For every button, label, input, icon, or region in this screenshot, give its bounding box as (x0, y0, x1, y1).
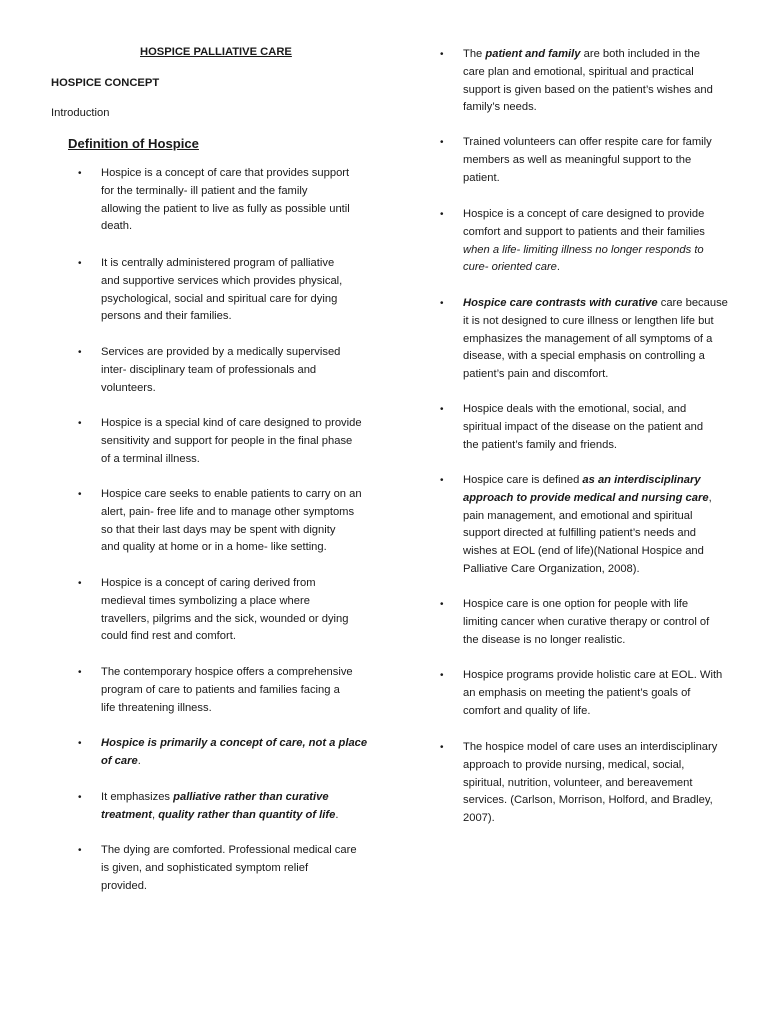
bullet-line: Hospice deals with the emotional, social, and (463, 403, 687, 415)
bullet-line: death. (101, 220, 133, 233)
bullet-line: The hospice model of care uses an interdisciplinary (463, 741, 718, 753)
bullet-text (101, 486, 362, 557)
bullet-line: 2007). (463, 812, 495, 825)
bullet-text (101, 575, 349, 646)
bullet-glyph: • (440, 475, 444, 486)
bullet-text (463, 596, 709, 649)
bullet-text (101, 255, 342, 326)
bullet-line: services. (Carlson, Morrison, Holford, and Bradley, (463, 794, 713, 807)
section-heading: HOSPICE CONCEPT (51, 77, 160, 89)
definition-heading: Definition of Hospice (68, 136, 199, 151)
bullet-text (463, 134, 712, 187)
bullet-line: approach to provide nursing, medical, social, (463, 758, 685, 771)
bullet-glyph: • (78, 578, 82, 589)
bullet-text (463, 739, 717, 828)
bullet-glyph: • (78, 258, 82, 269)
bullet-line: and supportive services which provides physical, (101, 274, 343, 287)
bullet-line: Hospice care seeks to enable patients to carry on an (101, 488, 362, 500)
bullet-line: Hospice programs provide holistic care at EOL. With (463, 669, 723, 681)
bullet-line: Trained volunteers can offer respite care for family (463, 136, 712, 148)
bullet-line: Hospice is a concept of care designed to provide (463, 208, 705, 220)
bullet-line: of care. (101, 754, 141, 767)
bullet-glyph: • (440, 49, 444, 60)
bullet-text (101, 842, 357, 895)
bullet-line: disease, with a special emphasis on controlling a (463, 350, 705, 363)
bullet-line: spiritual, nutrition, volunteer, and bereavement (463, 776, 693, 789)
bullet-line: patient. (463, 171, 500, 184)
bullet-line: family’s needs. (463, 101, 537, 114)
bullet-line: Services are provided by a medically supervised (101, 346, 341, 358)
bullet-line: travellers, pilgrims and the sick, wounded or dying (101, 612, 349, 625)
bullet-line: the disease is no longer realistic. (463, 633, 626, 646)
bullet-line: cure- oriented care. (463, 261, 561, 274)
bullet-line: approach to provide medical and nursing care, (463, 491, 712, 504)
bullet-line: for the terminally- ill patient and the family (101, 184, 308, 197)
bullet-line: persons and their families. (101, 310, 232, 323)
bullet-text (463, 295, 728, 384)
bullet-line: the patient’s family and friends. (463, 438, 618, 451)
bullet-line: patient’s pain and discomfort. (463, 368, 609, 381)
bullet-line: of a terminal illness. (101, 452, 200, 465)
bullet-line: The dying are comforted. Professional medical care (101, 844, 357, 856)
bullet-text (463, 472, 712, 579)
bullet-text (463, 667, 722, 720)
bullet-glyph: • (78, 489, 82, 500)
bullet-line: could find rest and comfort. (101, 630, 236, 643)
bullet-line: comfort and quality of life. (463, 704, 591, 717)
bullet-line: so that their last days may be spent with dignity (101, 523, 336, 536)
bullet-glyph: • (78, 667, 82, 678)
bullet-glyph: • (440, 404, 444, 415)
bullet-line: program of care to patients and families facing a (101, 683, 340, 696)
bullet-text (463, 401, 703, 454)
bullet-line: It emphasizes palliative rather than curative (101, 791, 329, 803)
bullet-line: wishes at EOL (end of life)(National Hospice and (463, 545, 704, 558)
bullet-text (101, 789, 338, 825)
bullet-glyph: • (78, 347, 82, 358)
bullet-line: volunteers. (101, 381, 156, 394)
document-title: HOSPICE PALLIATIVE CARE (140, 46, 292, 58)
bullet-line: Hospice is a concept of caring derived from (101, 577, 316, 589)
bullet-line: support is given based on the patient’s wishes and (463, 83, 713, 96)
bullet-glyph: • (78, 168, 82, 179)
bullet-line: medieval times symbolizing a place where (101, 594, 310, 607)
bullet-line: support directed at fulfilling patient’s needs and (463, 527, 697, 540)
bullet-text (101, 415, 362, 468)
bullet-line: comfort and support to patients and their families (463, 225, 705, 238)
intro-label: Introduction (51, 107, 110, 119)
bullet-line: an emphasis on meeting the patient’s goals of (463, 686, 691, 699)
bullet-line: provided. (101, 879, 148, 892)
bullet-glyph: • (78, 738, 82, 749)
bullet-text (463, 46, 713, 117)
bullet-text (101, 344, 340, 397)
bullet-line: limiting cancer when curative therapy or control of (463, 615, 710, 628)
bullet-glyph: • (78, 792, 82, 803)
bullet-line: and quality at home or in a home- like setting. (101, 541, 327, 554)
bullet-glyph: • (440, 209, 444, 220)
bullet-line: Hospice is primarily a concept of care, not a place (101, 737, 368, 749)
bullet-glyph: • (440, 298, 444, 309)
bullet-text (463, 206, 705, 277)
bullet-line: members as well as meaningful support to the (463, 153, 692, 166)
bullet-line: psychological, social and spiritual care for dying (101, 292, 338, 305)
bullet-glyph: • (78, 418, 82, 429)
bullet-glyph: • (440, 670, 444, 681)
bullet-line: spiritual impact of the disease on the patient and (463, 420, 704, 433)
bullet-glyph: • (440, 599, 444, 610)
bullet-line: sensitivity and support for people in the final phase (101, 434, 353, 447)
bullet-line: it is not designed to cure illness or lengthen life but (463, 314, 714, 327)
bullet-glyph: • (78, 845, 82, 856)
bullet-line: It is centrally administered program of palliative (101, 257, 335, 269)
bullet-line: life threatening illness. (101, 701, 212, 714)
bullet-line: inter- disciplinary team of professionals and (101, 363, 317, 376)
bullet-line: pain management, and emotional and spiritual (463, 509, 693, 522)
bullet-line: The contemporary hospice offers a comprehensive (101, 666, 353, 678)
bullet-text (101, 664, 353, 717)
bullet-text (101, 735, 367, 771)
bullet-line: Hospice care is defined as an interdisciplinary (463, 474, 701, 486)
bullet-glyph: • (440, 137, 444, 148)
bullet-line: Hospice is a special kind of care designed to provide (101, 417, 362, 429)
bullet-line: Palliative Care Organization, 2008). (463, 562, 640, 575)
bullet-line: The patient and family are both included in the (463, 48, 700, 60)
bullet-line: care plan and emotional, spiritual and practical (463, 65, 694, 78)
bullet-glyph: • (440, 742, 444, 753)
bullet-line: allowing the patient to live as fully as possible until (101, 202, 350, 215)
bullet-text (101, 165, 350, 236)
bullet-line: Hospice is a concept of care that provides support (101, 167, 350, 179)
bullet-line: Hospice care is one option for people with life (463, 598, 689, 610)
bullet-line: is given, and sophisticated symptom relief (101, 861, 309, 874)
bullet-line: alert, pain- free life and to manage other symptoms (101, 505, 355, 518)
bullet-line: Hospice care contrasts with curative care because (463, 297, 728, 309)
bullet-line: when a life- limiting illness no longer responds to (463, 243, 704, 256)
bullet-line: treatment, quality rather than quantity of life. (101, 808, 339, 821)
bullet-line: emphasizes the management of all symptoms of a (463, 332, 713, 345)
